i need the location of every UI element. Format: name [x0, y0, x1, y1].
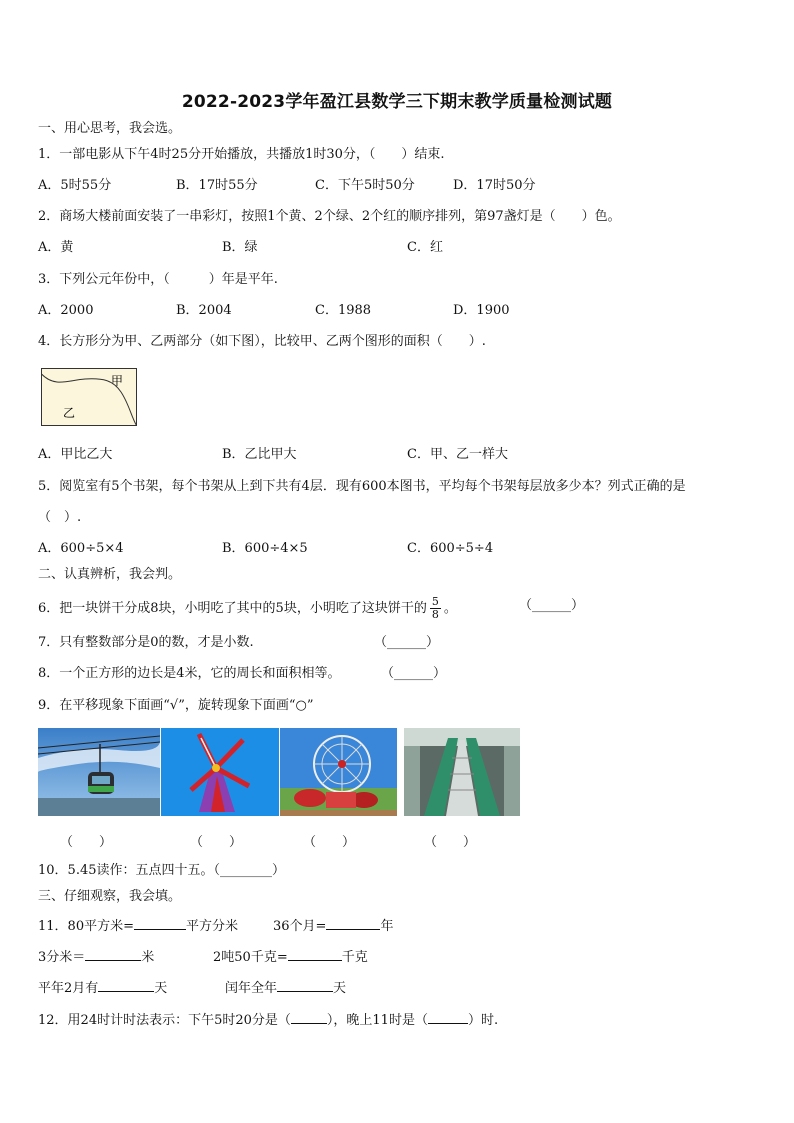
q11-item-3-blank[interactable] [85, 946, 141, 961]
q11-item-6-unit: 天 [333, 981, 347, 996]
question-1-option-b: B．17时55分 [176, 178, 258, 193]
question-4-stem: 4．长方形分为甲、乙两部分（如下图），比较甲、乙两个图形的面积（ ）. [38, 334, 486, 349]
question-2-stem: 2．商场大楼前面安装了一串彩灯，按照1个黄、2个绿、2个红的顺序排列，第97盏灯是（ ）色。 [38, 209, 621, 224]
q11-item-5-unit: 天 [154, 981, 168, 996]
question-3-option-d: D．1900 [453, 303, 510, 318]
q12-blank-2[interactable] [428, 1009, 468, 1024]
question-6-answer-paren[interactable]: （______） [519, 598, 585, 613]
region-yi-label: 乙 [63, 406, 76, 420]
q11-item-2-unit: 年 [380, 919, 394, 934]
question-3-stem: 3．下列公元年份中，（ ）年是平年. [38, 272, 278, 287]
q11-item-4-text: 2吨50千克= [213, 950, 288, 965]
question-1-stem: 1．一部电影从下午4时25分开始播放，共播放1时30分，（ ）结束. [38, 147, 445, 162]
section-heading-3: 三、仔细观察，我会填。 [38, 889, 182, 904]
q11-item-2-blank[interactable] [326, 915, 380, 930]
q12-text-c: ）时. [467, 1013, 499, 1028]
question-11-item-4 [213, 946, 368, 967]
question-11-item-1 [38, 915, 238, 936]
question-5-stem-continued: （ ）. [38, 510, 82, 525]
question-8-answer-paren[interactable]: （______） [381, 666, 447, 681]
question-8-stem: 8．一个正方形的边长是4米，它的周长和面积相等。 [38, 666, 341, 681]
q11-item-5-text: 平年2月有 [38, 981, 99, 996]
cable-car-image [38, 728, 160, 816]
question-1-option-c: C．下午5时50分 [315, 178, 415, 193]
q12-text-b: ），晚上11时是（ [326, 1013, 428, 1028]
q11-item-1-blank[interactable] [134, 915, 186, 930]
q11-item-3-unit: 米 [141, 950, 155, 965]
q11-item-1-text: 11．80平方米= [38, 919, 134, 934]
q12-text-a: 12．用24时计时法表示：下午5时20分是（ [38, 1013, 291, 1028]
question-3-option-a: A．2000 [38, 303, 94, 318]
q11-item-4-unit: 千克 [341, 950, 368, 965]
question-2-option-b: B．绿 [222, 240, 258, 255]
q11-item-1-unit: 平方分米 [185, 919, 238, 934]
question-4-option-c: C．甲、乙一样大 [407, 447, 508, 462]
rectangle-split-figure [41, 368, 137, 426]
question-4-option-a: A．甲比乙大 [38, 447, 113, 462]
question-5-option-a: A．600÷5×4 [38, 541, 124, 556]
question-1-option-a: A．5时55分 [38, 178, 112, 193]
fraction-five-eighths [430, 596, 441, 621]
q11-item-3-text: 3分米＝ [38, 950, 86, 965]
question-2-option-a: A．黄 [38, 240, 74, 255]
question-11-item-2 [273, 915, 393, 936]
question-9-stem: 9．在平移现象下面画“√”，旋转现象下面画“○” [38, 698, 314, 713]
question-11-item-6 [225, 977, 346, 998]
question-3-option-c: C．1988 [315, 303, 372, 318]
question-11-item-3 [38, 946, 154, 967]
question-11-item-5 [38, 977, 167, 998]
question-12-row [38, 1009, 498, 1030]
question-9-answer-paren-1[interactable]: （ ） [60, 835, 113, 850]
question-6-tail: 。 [443, 601, 457, 616]
question-5-option-c: C．600÷5÷4 [407, 541, 494, 556]
question-7-stem: 7．只有整数部分是0的数，才是小数. [38, 635, 254, 650]
question-10-stem: 10．5.45读作：五点四十五。（________） [38, 863, 285, 878]
question-2-option-c: C．红 [407, 240, 443, 255]
question-6-row [38, 596, 457, 621]
question-1-option-d: D．17时50分 [453, 178, 536, 193]
q11-item-2-text: 36个月= [273, 919, 327, 934]
fraction-numerator: 5 [431, 595, 439, 608]
escalator-image [404, 728, 520, 816]
question-5-option-b: B．600÷4×5 [222, 541, 308, 556]
section-heading-2: 二、认真辨析，我会判。 [38, 567, 182, 582]
page-title: 2022-2023学年盈江县数学三下期末教学质量检测试题 [181, 92, 613, 112]
question-5-stem: 5．阅览室有5个书架，每个书架从上到下共有4层．现有600本图书，平均每个书架每层放多少本？列式正确的是 [38, 479, 686, 494]
question-6-stem: 6．把一块饼干分成8块，小明吃了其中的5块，小明吃了这块饼干的 [38, 601, 427, 616]
q11-item-5-blank[interactable] [98, 977, 154, 992]
question-7-answer-paren[interactable]: （______） [374, 635, 440, 650]
ferris-wheel-image [280, 728, 397, 816]
section-heading-1: 一、用心思考，我会选。 [38, 121, 182, 136]
fraction-denominator: 8 [431, 608, 439, 621]
question-9-answer-paren-2[interactable]: （ ） [190, 835, 243, 850]
windmill-image [161, 728, 279, 816]
region-jia-label: 甲 [111, 374, 124, 388]
question-9-answer-paren-3[interactable]: （ ） [303, 835, 356, 850]
q11-item-6-text: 闰年全年 [225, 981, 278, 996]
question-3-option-b: B．2004 [176, 303, 232, 318]
question-9-answer-paren-4[interactable]: （ ） [424, 835, 477, 850]
q12-blank-1[interactable] [291, 1009, 327, 1024]
question-4-option-b: B．乙比甲大 [222, 447, 297, 462]
q11-item-4-blank[interactable] [288, 946, 342, 961]
q11-item-6-blank[interactable] [277, 977, 333, 992]
